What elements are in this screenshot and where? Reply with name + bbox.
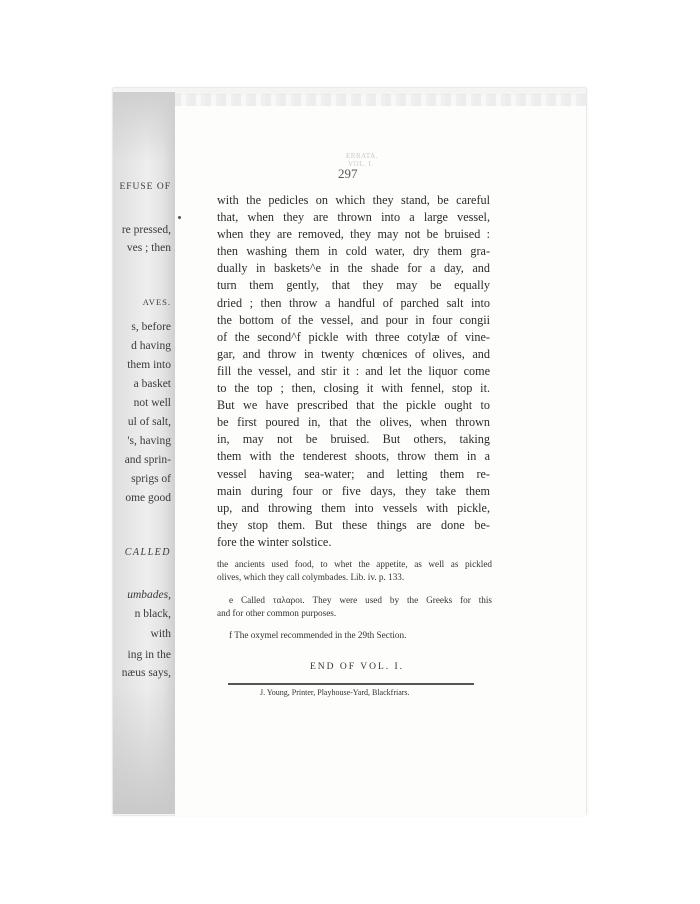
page-number: 297 <box>338 166 358 181</box>
margin-fragment: them into <box>127 359 171 371</box>
footnote-e <box>217 594 492 621</box>
text-line: the bottom of the vessel, and pour in four congii <box>217 312 490 327</box>
footnote-line: f The oxymel recommended in the 29th Section. <box>229 630 407 640</box>
text-line: fore the winter solstice. <box>217 534 332 549</box>
margin-fragment: 's, having <box>127 435 171 447</box>
margin-fragment: ing in the <box>127 649 171 661</box>
previous-page-margin <box>113 92 175 814</box>
footnote-f <box>217 629 492 642</box>
text-line: dried ; then throw a handful of parched salt into <box>217 295 490 310</box>
text-line: they stop them. But these things are done be- <box>217 517 490 532</box>
text-line: be first poured in, that the olives, when thrown <box>217 415 490 430</box>
margin-fragment: umbades, <box>127 589 171 601</box>
text-line: in, may not be bruised. But others, taking <box>217 432 490 447</box>
footnote-continuation <box>217 558 492 585</box>
margin-shadow-top <box>113 92 175 162</box>
end-of-volume: END OF VOL. I. <box>310 662 405 672</box>
margin-fragment: re pressed, <box>121 224 171 236</box>
text-line: main during four or five days, they take them <box>217 483 490 498</box>
footnote-line: olives, which they call colymbades. Lib. iv. p. 133. <box>217 572 405 583</box>
footnote-line: e Called ταλαροι. They were used by the Greeks for this <box>229 595 492 605</box>
text-line: But we have prescribed that the pickle ought to <box>217 398 490 413</box>
margin-fragment: a basket <box>133 378 171 390</box>
divider-rule <box>228 683 474 685</box>
text-line: when they are removed, they may not be bruised : <box>217 227 490 242</box>
text-line: fill the vessel, and stir it : and let the liquor come <box>217 363 490 378</box>
margin-fragment: and sprin- <box>124 454 171 466</box>
margin-fragment: AVES. <box>142 297 171 307</box>
margin-fragment: næus says, <box>121 667 171 679</box>
margin-fragment: ome good <box>125 492 171 504</box>
text-line: dually in baskets^e in the shade for a day, and <box>217 261 490 276</box>
text-line: to the top ; then, closing it with fennel, stop it. <box>217 381 490 396</box>
bleed-through-text: ERRATA. <box>346 152 378 160</box>
footnote-line: the ancients used food, to whet the appetite, as well as pickled <box>217 559 492 569</box>
text-line: with the pedicles on which they stand, be careful <box>217 193 490 207</box>
footnote-line: and for other common purposes. <box>217 608 337 619</box>
text-line: up, and throwing them into vessels with pickle, <box>217 500 490 515</box>
text-line: vessel having sea-water; and letting them re- <box>217 466 490 481</box>
text-line: gar, and throw in twenty chœnices of olives, and <box>217 346 490 361</box>
ink-speck <box>178 216 181 219</box>
margin-shadow-bottom <box>113 684 175 814</box>
text-line: turn them gently, that they may be equally <box>217 278 490 293</box>
margin-fragment: n black, <box>134 608 171 620</box>
margin-fragment: not well <box>133 397 171 409</box>
torn-top-edge <box>175 94 586 106</box>
bleed-through-text: VOL. I. <box>348 160 374 168</box>
margin-fragment: EFUSE OF <box>119 182 171 192</box>
main-text <box>217 192 490 551</box>
margin-fragment: s, before <box>131 321 171 333</box>
margin-fragment: ul of salt, <box>127 416 171 428</box>
margin-fragment: with <box>150 628 171 640</box>
margin-fragment: sprigs of <box>131 473 171 485</box>
margin-fragment: d having <box>131 340 171 352</box>
printer-imprint: J. Young, Printer, Playhouse-Yard, Blackfriars. <box>260 688 410 697</box>
text-line: that, when they are thrown into a large vessel, <box>217 210 490 225</box>
text-line: of the second^f pickle with three cotylæ of vine- <box>217 329 490 344</box>
text-line: then washing them in cold water, dry them gra- <box>217 244 490 259</box>
margin-fragment: CALLED <box>124 547 171 558</box>
margin-fragment: ves ; then <box>126 242 171 254</box>
text-line: them with the tenderest shoots, throw them in a <box>217 449 490 464</box>
